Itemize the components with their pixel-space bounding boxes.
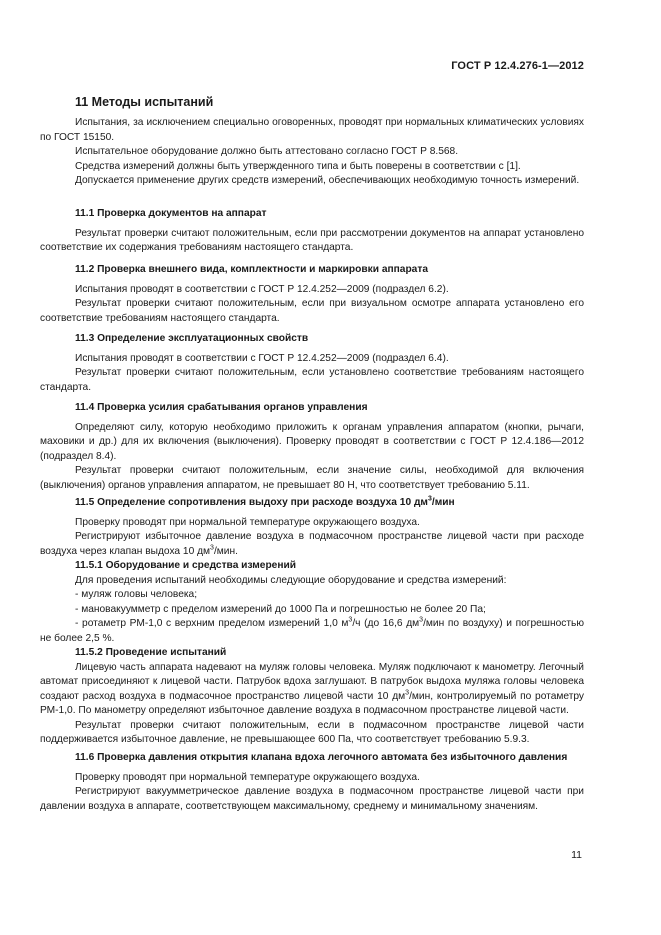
section-11-2 [40,263,584,326]
section-11-3 [40,332,584,395]
s11-5-p2-unit: /мин. [213,545,238,557]
s11-5-p2 [40,530,584,559]
list-item-3 [40,617,584,646]
heading-11-3: 11.3 Определение эксплуатационных свойств [75,333,309,344]
page-number: 11 [571,849,582,861]
s11-5-p2-sup: 3 [210,544,214,552]
heading-11-4: 11.4 Проверка усилия срабатывания органов управления [75,402,368,413]
s11-5-2-p1 [40,661,584,719]
section-title: 11 Методы испытаний [75,95,214,109]
list-item-2: - мановакуумметр с пределом измерений до 1000 Па и погрешностью не более 20 Па; [75,603,486,615]
s11-5-2-p1-rest: /мин, контролируемый по ротаметру РМ-1,0. По манометру определяют избыточное давление воздуха в подмасочном пространстве лицевой части. [40,690,585,716]
document-header: ГОСТ Р 12.4.276-1—2012 [451,60,584,72]
list-item-3-sup-1: 3 [348,616,353,624]
section-11-4 [40,401,584,493]
s11-2-p1: Испытания проводят в соответствии с ГОСТ Р 12.4.252—2009 (подраздел 6.2). [75,283,449,295]
s11-4-p1: Определяют силу, которую необходимо приложить к органам управления аппаратом (кнопки, рычаги, маховики и др.) для их включения (выключения). Проверку проводят в соответствии с ГОСТ Р 12.4.186—2012 (подраздел 8.4). [40,421,584,462]
s11-5-2-p2: Результат проверки считают положительным, если в подмасочном пространстве лицевой части поддерживается избыточное давление, не превышающее 600 Па, что соответствует требованию 5.9.3. [40,719,584,745]
s11-1-p1: Результат проверки считают положительным, если при рассмотрении документов на аппарат установлено соответствие их содержания требованиям настоящего стандарта. [40,227,584,253]
s11-5-p1: Проверку проводят при нормальной температуре окружающего воздуха. [75,516,420,528]
heading-11-6: 11.6 Проверка давления открытия клапана вдоха легочного автомата без избыточного давления [75,752,568,763]
s11-4-p2: Результат проверки считают положительным, если значение силы, необходимой для включения (выключения) органов управления аппаратом, не превышает 80 Н, что соответствует требованию 5.11. [40,465,584,491]
s11-5-p2-text: Регистрируют избыточное давление воздуха в подмасочном пространстве лицевой части при расходе воздуха через клапан выдоха 10 дм [40,531,584,557]
section-11-5 [40,496,584,748]
s11-3-p2: Результат проверки считают положительным, если установлено соответствие требованиям настоящего стандарта. [40,367,584,393]
s11-5-2-p1-sup: 3 [405,689,410,697]
heading-11-5 [40,496,584,511]
s11-6-p2: Регистрируют вакуумметрическое давление воздуха в подмасочном пространстве лицевой части при давлении воздуха в аппарате, соответствующем максимальному, среднему и минимальному значениям. [40,786,584,812]
list-item-3-sup-2: 3 [419,616,424,624]
heading-11-5-unit: /мин [431,497,455,508]
list-item-3-text-b: /ч (до 16,6 дм [352,618,420,629]
section-11-1 [40,207,584,256]
s11-6-p1: Проверку проводят при нормальной температуре окружающего воздуха. [75,771,420,783]
intro-p1: Испытания, за исключением специально оговоренных, проводят при нормальных климатических условиях по ГОСТ 15150. [40,117,584,143]
s11-5-2-p1-text: Лицевую часть аппарата надевают на муляж головы человека. Муляж подключают к манометру. Легочный автомат присоединяют к лицевой части. Патрубок вдоха заглушают. В патрубок выдоха муляжа головы человека создают расход воздуха в подмасочное пространство лицевой части 10 дм [40,661,584,702]
s11-2-p2: Результат проверки считают положительным, если при визуальном осмотре аппарата установлено его соответствие требованиям настоящего стандарта. [40,298,584,324]
heading-11-1: 11.1 Проверка документов на аппарат [75,208,267,219]
intro-p2: Испытательное оборудование должно быть аттестовано согласно ГОСТ Р 8.568. [75,146,459,157]
intro-block [40,116,584,189]
heading-11-5-1: 11.5.1 Оборудование и средства измерений [75,560,297,571]
list-item-3-text-a: - ротаметр РМ-1,0 с верхним пределом измерений 1,0 м [75,618,349,629]
list-item-3-text-c: /мин по воздуху) и погрешностью не более 2,5 %. [40,618,584,644]
heading-11-5-sup: 3 [427,495,432,503]
heading-11-5-2: 11.5.2 Проведение испытаний [75,647,227,658]
intro-p4: Допускается применение других средств измерений, обеспечивающих необходимую точность измерений. [75,175,580,186]
section-11-6 [40,751,584,814]
intro-p3: Средства измерений должны быть утвержденного типа и быть поверены в соответствии с [1]. [75,160,521,172]
s11-3-p1: Испытания проводят в соответствии с ГОСТ Р 12.4.252—2009 (подраздел 6.4). [75,352,449,364]
list-item-1: - муляж головы человека; [75,589,198,600]
heading-11-2: 11.2 Проверка внешнего вида, комплектности и маркировки аппарата [75,264,428,275]
heading-11-5-text: 11.5 Определение сопротивления выдоху при расходе воздуха 10 дм [75,497,428,508]
s11-5-1-p: Для проведения испытаний необходимы следующие оборудование и средства измерений: [75,574,507,586]
